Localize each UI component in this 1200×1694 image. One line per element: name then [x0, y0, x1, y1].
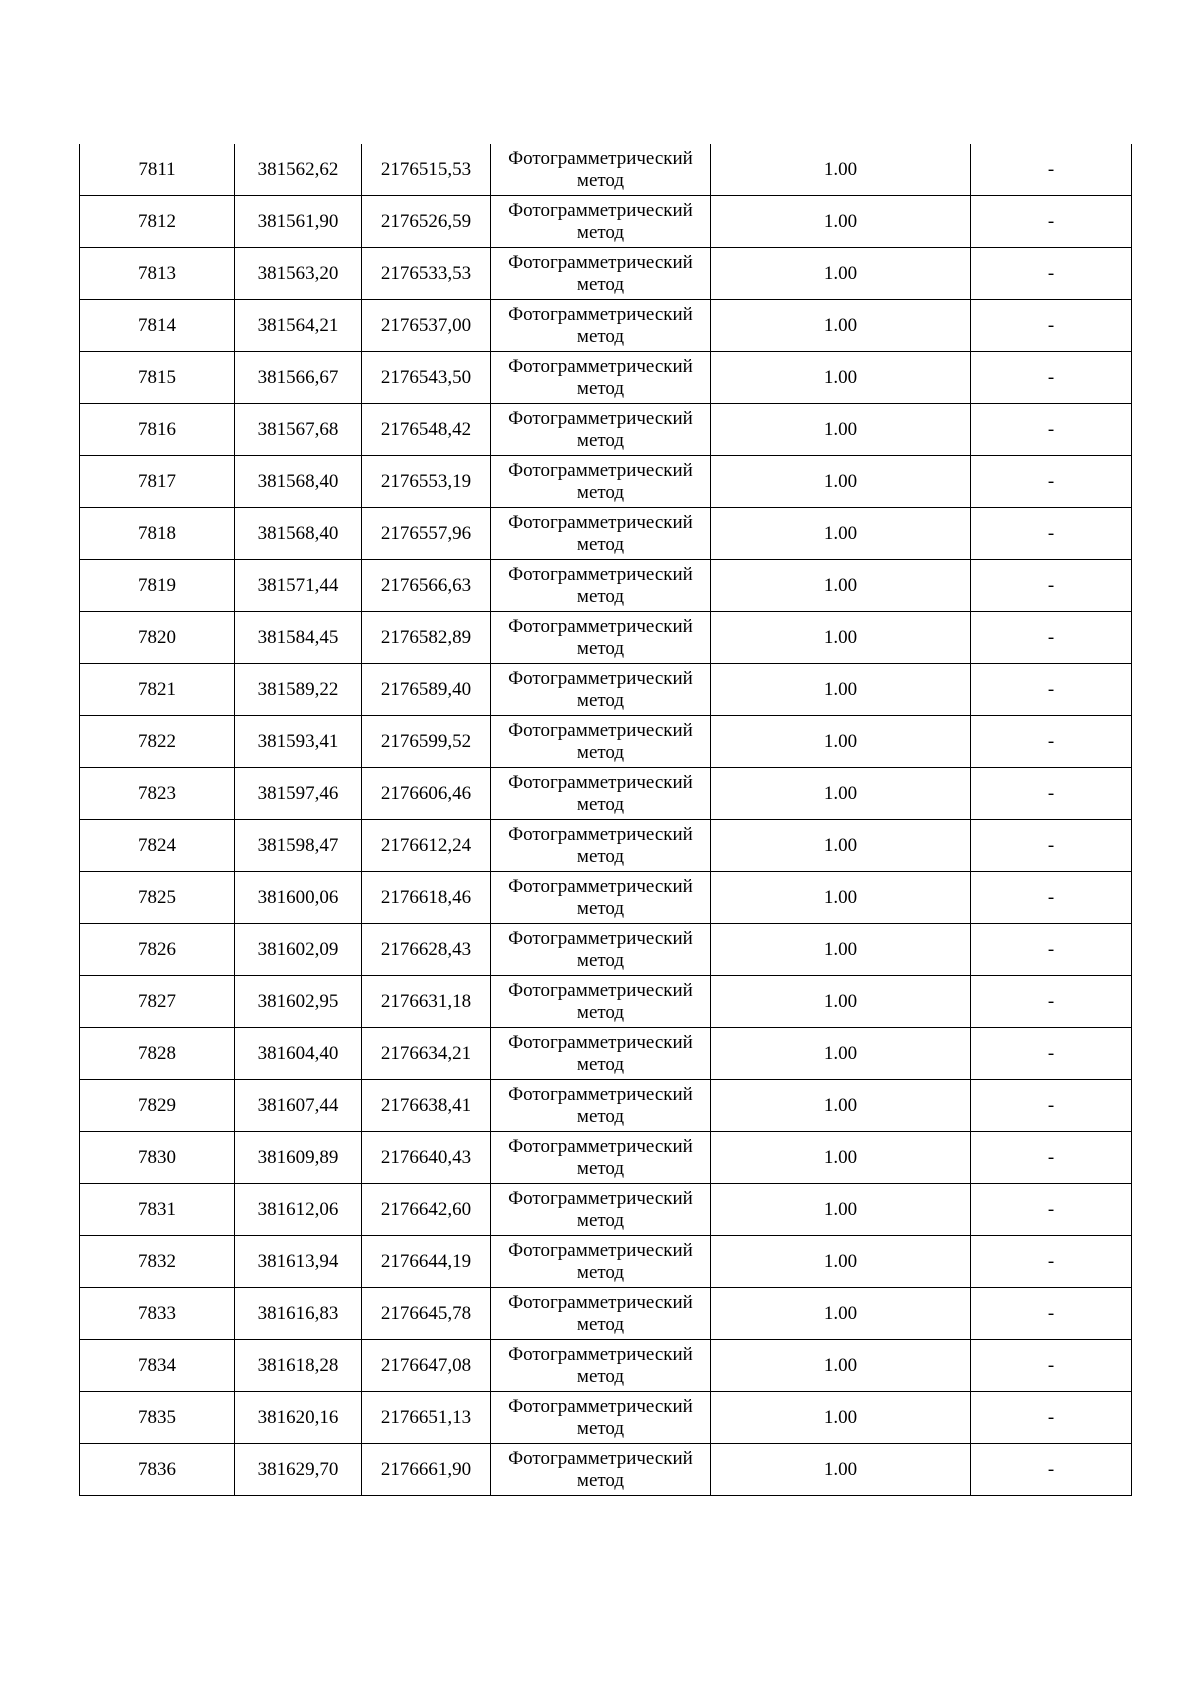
method-line-1: Фотограмметрический	[508, 719, 693, 741]
x-coordinate-cell: 381607,44	[235, 1080, 362, 1132]
method-line-1: Фотограмметрический	[508, 771, 693, 793]
method-line-1: Фотограмметрический	[508, 615, 693, 637]
method-line-1: Фотограмметрический	[508, 823, 693, 845]
note-cell: -	[971, 924, 1132, 976]
accuracy-cell: 1.00	[711, 560, 971, 612]
table-row	[80, 716, 1132, 768]
method-line-1: Фотограмметрический	[508, 251, 693, 273]
y-coordinate-cell: 2176645,78	[362, 1288, 491, 1340]
note-cell: -	[971, 1236, 1132, 1288]
method-line-1: Фотограмметрический	[508, 1135, 693, 1157]
note-cell: -	[971, 456, 1132, 508]
method-cell	[491, 664, 711, 716]
table-row	[80, 196, 1132, 248]
table-row	[80, 1236, 1132, 1288]
table-row	[80, 1028, 1132, 1080]
point-number-cell: 7833	[80, 1288, 235, 1340]
x-coordinate-cell: 381609,89	[235, 1132, 362, 1184]
point-number-cell: 7829	[80, 1080, 235, 1132]
point-number-cell: 7830	[80, 1132, 235, 1184]
x-coordinate-cell: 381566,67	[235, 352, 362, 404]
x-coordinate-cell: 381618,28	[235, 1340, 362, 1392]
method-line-2: метод	[576, 481, 625, 503]
method-line-1: Фотограмметрический	[508, 875, 693, 897]
method-line-2: метод	[576, 845, 625, 867]
y-coordinate-cell: 2176638,41	[362, 1080, 491, 1132]
table-row	[80, 456, 1132, 508]
x-coordinate-cell: 381568,40	[235, 508, 362, 560]
y-coordinate-cell: 2176582,89	[362, 612, 491, 664]
x-coordinate-cell: 381597,46	[235, 768, 362, 820]
x-coordinate-cell: 381602,95	[235, 976, 362, 1028]
x-coordinate-cell: 381562,62	[235, 144, 362, 196]
note-cell: -	[971, 872, 1132, 924]
x-coordinate-cell: 381571,44	[235, 560, 362, 612]
accuracy-cell: 1.00	[711, 664, 971, 716]
y-coordinate-cell: 2176644,19	[362, 1236, 491, 1288]
note-cell: -	[971, 560, 1132, 612]
table-row	[80, 1132, 1132, 1184]
accuracy-cell: 1.00	[711, 1184, 971, 1236]
method-line-1: Фотограмметрический	[508, 563, 693, 585]
method-line-2: метод	[576, 1157, 625, 1179]
table-row	[80, 300, 1132, 352]
method-cell	[491, 924, 711, 976]
note-cell: -	[971, 352, 1132, 404]
y-coordinate-cell: 2176618,46	[362, 872, 491, 924]
method-line-2: метод	[576, 377, 625, 399]
note-cell: -	[971, 248, 1132, 300]
y-coordinate-cell: 2176548,42	[362, 404, 491, 456]
method-cell	[491, 1132, 711, 1184]
x-coordinate-cell: 381612,06	[235, 1184, 362, 1236]
point-number-cell: 7813	[80, 248, 235, 300]
method-line-2: метод	[576, 1313, 625, 1335]
point-number-cell: 7836	[80, 1444, 235, 1496]
x-coordinate-cell: 381589,22	[235, 664, 362, 716]
method-line-2: метод	[576, 1053, 625, 1075]
method-line-1: Фотограмметрический	[508, 407, 693, 429]
method-cell	[491, 1028, 711, 1080]
table-row	[80, 924, 1132, 976]
point-number-cell: 7824	[80, 820, 235, 872]
note-cell: -	[971, 612, 1132, 664]
method-line-2: метод	[576, 741, 625, 763]
method-cell	[491, 508, 711, 560]
accuracy-cell: 1.00	[711, 1132, 971, 1184]
method-line-2: метод	[576, 949, 625, 971]
accuracy-cell: 1.00	[711, 508, 971, 560]
note-cell: -	[971, 1288, 1132, 1340]
x-coordinate-cell: 381602,09	[235, 924, 362, 976]
accuracy-cell: 1.00	[711, 404, 971, 456]
x-coordinate-cell: 381568,40	[235, 456, 362, 508]
method-cell	[491, 820, 711, 872]
point-number-cell: 7818	[80, 508, 235, 560]
method-cell	[491, 456, 711, 508]
x-coordinate-cell: 381600,06	[235, 872, 362, 924]
accuracy-cell: 1.00	[711, 1080, 971, 1132]
note-cell: -	[971, 508, 1132, 560]
table-row	[80, 352, 1132, 404]
table-row	[80, 508, 1132, 560]
accuracy-cell: 1.00	[711, 144, 971, 196]
method-cell	[491, 144, 711, 196]
y-coordinate-cell: 2176566,63	[362, 560, 491, 612]
point-number-cell: 7817	[80, 456, 235, 508]
y-coordinate-cell: 2176628,43	[362, 924, 491, 976]
method-line-2: метод	[576, 1105, 625, 1127]
method-line-1: Фотограмметрический	[508, 1031, 693, 1053]
y-coordinate-cell: 2176612,24	[362, 820, 491, 872]
table-row	[80, 560, 1132, 612]
y-coordinate-cell: 2176526,59	[362, 196, 491, 248]
method-line-1: Фотограмметрический	[508, 667, 693, 689]
table-row	[80, 248, 1132, 300]
method-cell	[491, 352, 711, 404]
x-coordinate-cell: 381613,94	[235, 1236, 362, 1288]
y-coordinate-cell: 2176543,50	[362, 352, 491, 404]
method-cell	[491, 1080, 711, 1132]
method-line-1: Фотограмметрический	[508, 459, 693, 481]
method-line-2: метод	[576, 221, 625, 243]
method-line-2: метод	[576, 1365, 625, 1387]
method-cell	[491, 300, 711, 352]
method-line-2: метод	[576, 1417, 625, 1439]
point-number-cell: 7835	[80, 1392, 235, 1444]
accuracy-cell: 1.00	[711, 768, 971, 820]
method-cell	[491, 248, 711, 300]
accuracy-cell: 1.00	[711, 1236, 971, 1288]
note-cell: -	[971, 300, 1132, 352]
y-coordinate-cell: 2176631,18	[362, 976, 491, 1028]
method-cell	[491, 1288, 711, 1340]
note-cell: -	[971, 664, 1132, 716]
table-row	[80, 1340, 1132, 1392]
table-row	[80, 664, 1132, 716]
y-coordinate-cell: 2176589,40	[362, 664, 491, 716]
point-number-cell: 7826	[80, 924, 235, 976]
accuracy-cell: 1.00	[711, 248, 971, 300]
method-line-1: Фотограмметрический	[508, 979, 693, 1001]
y-coordinate-cell: 2176557,96	[362, 508, 491, 560]
method-line-2: метод	[576, 689, 625, 711]
method-line-1: Фотограмметрический	[508, 1291, 693, 1313]
accuracy-cell: 1.00	[711, 1444, 971, 1496]
method-line-2: метод	[576, 793, 625, 815]
table-row	[80, 820, 1132, 872]
note-cell: -	[971, 1080, 1132, 1132]
y-coordinate-cell: 2176642,60	[362, 1184, 491, 1236]
method-line-1: Фотограмметрический	[508, 1395, 693, 1417]
method-line-2: метод	[576, 169, 625, 191]
point-number-cell: 7831	[80, 1184, 235, 1236]
note-cell: -	[971, 768, 1132, 820]
x-coordinate-cell: 381629,70	[235, 1444, 362, 1496]
table-body	[80, 144, 1132, 1496]
method-cell	[491, 612, 711, 664]
point-number-cell: 7822	[80, 716, 235, 768]
note-cell: -	[971, 716, 1132, 768]
method-line-1: Фотограмметрический	[508, 927, 693, 949]
x-coordinate-cell: 381563,20	[235, 248, 362, 300]
method-line-2: метод	[576, 1261, 625, 1283]
point-number-cell: 7825	[80, 872, 235, 924]
x-coordinate-cell: 381584,45	[235, 612, 362, 664]
x-coordinate-cell: 381567,68	[235, 404, 362, 456]
method-cell	[491, 976, 711, 1028]
x-coordinate-cell: 381561,90	[235, 196, 362, 248]
method-cell	[491, 1392, 711, 1444]
accuracy-cell: 1.00	[711, 1028, 971, 1080]
point-number-cell: 7832	[80, 1236, 235, 1288]
accuracy-cell: 1.00	[711, 352, 971, 404]
x-coordinate-cell: 381598,47	[235, 820, 362, 872]
note-cell: -	[971, 1444, 1132, 1496]
accuracy-cell: 1.00	[711, 456, 971, 508]
accuracy-cell: 1.00	[711, 196, 971, 248]
method-line-1: Фотограмметрический	[508, 1083, 693, 1105]
accuracy-cell: 1.00	[711, 716, 971, 768]
y-coordinate-cell: 2176647,08	[362, 1340, 491, 1392]
accuracy-cell: 1.00	[711, 924, 971, 976]
note-cell: -	[971, 976, 1132, 1028]
note-cell: -	[971, 196, 1132, 248]
table-row	[80, 872, 1132, 924]
method-line-2: метод	[576, 1209, 625, 1231]
note-cell: -	[971, 1132, 1132, 1184]
accuracy-cell: 1.00	[711, 1392, 971, 1444]
note-cell: -	[971, 1028, 1132, 1080]
table-row	[80, 612, 1132, 664]
method-cell	[491, 768, 711, 820]
point-number-cell: 7819	[80, 560, 235, 612]
note-cell: -	[971, 1340, 1132, 1392]
x-coordinate-cell: 381593,41	[235, 716, 362, 768]
method-line-2: метод	[576, 897, 625, 919]
y-coordinate-cell: 2176640,43	[362, 1132, 491, 1184]
method-line-1: Фотограмметрический	[508, 1343, 693, 1365]
method-line-1: Фотограмметрический	[508, 355, 693, 377]
point-number-cell: 7820	[80, 612, 235, 664]
point-number-cell: 7814	[80, 300, 235, 352]
accuracy-cell: 1.00	[711, 872, 971, 924]
accuracy-cell: 1.00	[711, 612, 971, 664]
coordinates-table	[79, 144, 1132, 1496]
y-coordinate-cell: 2176515,53	[362, 144, 491, 196]
table-row	[80, 768, 1132, 820]
point-number-cell: 7821	[80, 664, 235, 716]
table-row	[80, 1444, 1132, 1496]
accuracy-cell: 1.00	[711, 820, 971, 872]
point-number-cell: 7828	[80, 1028, 235, 1080]
note-cell: -	[971, 1392, 1132, 1444]
method-line-1: Фотограмметрический	[508, 1239, 693, 1261]
point-number-cell: 7823	[80, 768, 235, 820]
method-cell	[491, 716, 711, 768]
table-row	[80, 1184, 1132, 1236]
y-coordinate-cell: 2176651,13	[362, 1392, 491, 1444]
method-cell	[491, 1340, 711, 1392]
method-cell	[491, 404, 711, 456]
y-coordinate-cell: 2176533,53	[362, 248, 491, 300]
method-line-1: Фотограмметрический	[508, 1447, 693, 1469]
method-cell	[491, 196, 711, 248]
method-cell	[491, 1184, 711, 1236]
accuracy-cell: 1.00	[711, 1288, 971, 1340]
note-cell: -	[971, 144, 1132, 196]
table-row	[80, 1392, 1132, 1444]
method-line-2: метод	[576, 533, 625, 555]
accuracy-cell: 1.00	[711, 1340, 971, 1392]
method-line-1: Фотограмметрический	[508, 303, 693, 325]
x-coordinate-cell: 381604,40	[235, 1028, 362, 1080]
method-line-2: метод	[576, 1001, 625, 1023]
y-coordinate-cell: 2176537,00	[362, 300, 491, 352]
method-cell	[491, 872, 711, 924]
note-cell: -	[971, 404, 1132, 456]
point-number-cell: 7815	[80, 352, 235, 404]
x-coordinate-cell: 381620,16	[235, 1392, 362, 1444]
method-line-1: Фотограмметрический	[508, 1187, 693, 1209]
method-line-2: метод	[576, 585, 625, 607]
method-line-1: Фотограмметрический	[508, 199, 693, 221]
method-line-1: Фотограмметрический	[508, 511, 693, 533]
accuracy-cell: 1.00	[711, 976, 971, 1028]
table-row	[80, 404, 1132, 456]
y-coordinate-cell: 2176553,19	[362, 456, 491, 508]
method-cell	[491, 1236, 711, 1288]
point-number-cell: 7834	[80, 1340, 235, 1392]
y-coordinate-cell: 2176599,52	[362, 716, 491, 768]
method-line-2: метод	[576, 273, 625, 295]
method-cell	[491, 1444, 711, 1496]
note-cell: -	[971, 820, 1132, 872]
point-number-cell: 7816	[80, 404, 235, 456]
method-line-2: метод	[576, 637, 625, 659]
method-cell	[491, 560, 711, 612]
method-line-2: метод	[576, 325, 625, 347]
method-line-2: метод	[576, 429, 625, 451]
table-row	[80, 1080, 1132, 1132]
point-number-cell: 7812	[80, 196, 235, 248]
table-row	[80, 1288, 1132, 1340]
table-row	[80, 144, 1132, 196]
x-coordinate-cell: 381564,21	[235, 300, 362, 352]
table-row	[80, 976, 1132, 1028]
method-line-1: Фотограмметрический	[508, 147, 693, 169]
method-line-2: метод	[576, 1469, 625, 1491]
note-cell: -	[971, 1184, 1132, 1236]
y-coordinate-cell: 2176634,21	[362, 1028, 491, 1080]
point-number-cell: 7811	[80, 144, 235, 196]
accuracy-cell: 1.00	[711, 300, 971, 352]
y-coordinate-cell: 2176661,90	[362, 1444, 491, 1496]
point-number-cell: 7827	[80, 976, 235, 1028]
x-coordinate-cell: 381616,83	[235, 1288, 362, 1340]
y-coordinate-cell: 2176606,46	[362, 768, 491, 820]
